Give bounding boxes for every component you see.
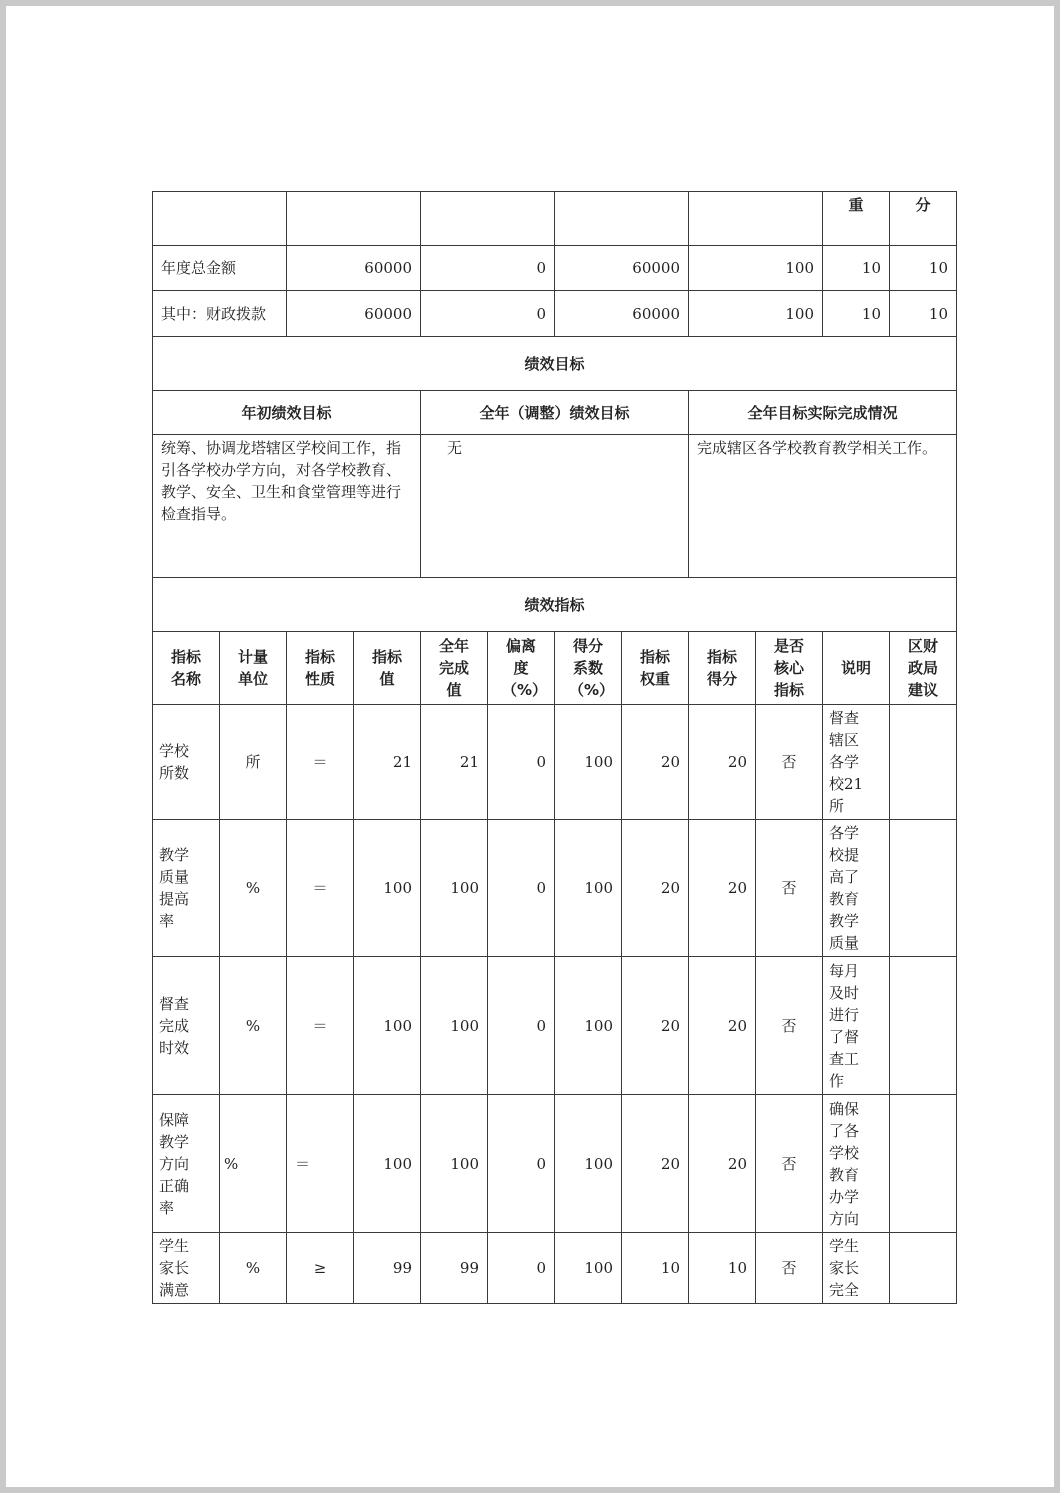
goals-adjusted-text: 无 xyxy=(421,435,689,578)
indicator-coef: 100 xyxy=(555,705,622,820)
table-row xyxy=(153,192,957,246)
empty-cell xyxy=(555,192,689,246)
empty-cell xyxy=(421,192,555,246)
indicator-deviation: 0 xyxy=(488,820,555,957)
funding-name: 其中：财政拨款 xyxy=(153,291,287,337)
indicator-nature: ＝ xyxy=(287,1095,354,1233)
indicator-score: 10 xyxy=(689,1233,756,1304)
indicator-weight: 20 xyxy=(622,957,689,1095)
table-row xyxy=(153,957,957,1095)
indicator-name: 教学质量提高率 xyxy=(153,820,220,957)
indicator-target: 99 xyxy=(354,1233,421,1304)
table-row xyxy=(153,435,957,578)
score-header-fragment: 分 xyxy=(890,192,957,246)
indicator-header: 区财政局建议 xyxy=(890,632,957,705)
indicator-note: 确保了各学校教育办学方向 xyxy=(823,1095,890,1233)
indicator-target: 100 xyxy=(354,820,421,957)
table-row xyxy=(153,1095,957,1233)
funding-value: 100 xyxy=(689,291,823,337)
indicator-score: 20 xyxy=(689,820,756,957)
funding-value: 60000 xyxy=(287,246,421,291)
goals-header-adjusted: 全年（调整）绩效目标 xyxy=(421,391,689,435)
table-row xyxy=(153,578,957,632)
indicator-nature: ＝ xyxy=(287,705,354,820)
table-row xyxy=(153,632,957,705)
indicator-header: 指标性质 xyxy=(287,632,354,705)
goals-section-title: 绩效目标 xyxy=(153,337,957,391)
indicator-deviation: 0 xyxy=(488,957,555,1095)
table-row xyxy=(153,337,957,391)
indicator-header: 是否核心指标 xyxy=(756,632,823,705)
indicator-score: 20 xyxy=(689,705,756,820)
funding-value: 0 xyxy=(421,246,555,291)
indicator-target: 100 xyxy=(354,1095,421,1233)
goals-actual-text: 完成辖区各学校教育教学相关工作。 xyxy=(689,435,957,578)
indicator-header: 全年完成值 xyxy=(421,632,488,705)
document-page xyxy=(6,6,1054,1487)
indicator-unit: % xyxy=(220,1233,287,1304)
indicator-header: 指标权重 xyxy=(622,632,689,705)
indicator-actual: 99 xyxy=(421,1233,488,1304)
indicator-header: 计量单位 xyxy=(220,632,287,705)
goals-header-actual: 全年目标实际完成情况 xyxy=(689,391,957,435)
indicator-deviation: 0 xyxy=(488,705,555,820)
funding-value: 10 xyxy=(823,246,890,291)
indicator-name: 督查完成时效 xyxy=(153,957,220,1095)
empty-cell xyxy=(153,192,287,246)
indicator-header: 得分系数（%） xyxy=(555,632,622,705)
indicator-advice xyxy=(890,705,957,820)
indicator-deviation: 0 xyxy=(488,1095,555,1233)
funding-value: 60000 xyxy=(555,291,689,337)
indicator-target: 100 xyxy=(354,957,421,1095)
empty-cell xyxy=(689,192,823,246)
indicator-actual: 100 xyxy=(421,957,488,1095)
performance-table xyxy=(152,191,957,1304)
indicator-unit: 所 xyxy=(220,705,287,820)
indicator-header: 说明 xyxy=(823,632,890,705)
funding-value: 10 xyxy=(890,246,957,291)
indicator-note: 学生家长完全 xyxy=(823,1233,890,1304)
indicator-actual: 100 xyxy=(421,1095,488,1233)
indicator-weight: 10 xyxy=(622,1233,689,1304)
indicator-unit: % xyxy=(220,957,287,1095)
table-row xyxy=(153,391,957,435)
indicator-coef: 100 xyxy=(555,957,622,1095)
indicator-core: 否 xyxy=(756,820,823,957)
indicator-score: 20 xyxy=(689,1095,756,1233)
funding-value: 0 xyxy=(421,291,555,337)
table-row xyxy=(153,705,957,820)
indicator-deviation: 0 xyxy=(488,1233,555,1304)
indicator-header: 指标得分 xyxy=(689,632,756,705)
indicator-unit: % xyxy=(220,1095,287,1233)
funding-name: 年度总金额 xyxy=(153,246,287,291)
indicators-section-title: 绩效指标 xyxy=(153,578,957,632)
funding-value: 60000 xyxy=(555,246,689,291)
indicator-advice xyxy=(890,1233,957,1304)
indicator-score: 20 xyxy=(689,957,756,1095)
table-row xyxy=(153,246,957,291)
indicator-header: 指标值 xyxy=(354,632,421,705)
funding-value: 10 xyxy=(823,291,890,337)
indicator-weight: 20 xyxy=(622,705,689,820)
indicator-weight: 20 xyxy=(622,820,689,957)
indicator-advice xyxy=(890,820,957,957)
indicator-coef: 100 xyxy=(555,1095,622,1233)
indicator-nature: ＝ xyxy=(287,957,354,1095)
indicator-core: 否 xyxy=(756,1095,823,1233)
indicator-coef: 100 xyxy=(555,1233,622,1304)
table-row xyxy=(153,291,957,337)
indicator-core: 否 xyxy=(756,957,823,1095)
funding-value: 10 xyxy=(890,291,957,337)
indicator-header: 偏离度（%） xyxy=(488,632,555,705)
funding-value: 100 xyxy=(689,246,823,291)
table-row xyxy=(153,1233,957,1304)
indicator-coef: 100 xyxy=(555,820,622,957)
indicator-name: 学校所数 xyxy=(153,705,220,820)
indicator-note: 各学校提高了教育教学质量 xyxy=(823,820,890,957)
funding-value: 60000 xyxy=(287,291,421,337)
indicator-advice xyxy=(890,1095,957,1233)
table-row xyxy=(153,820,957,957)
indicator-unit: % xyxy=(220,820,287,957)
indicator-core: 否 xyxy=(756,1233,823,1304)
indicator-weight: 20 xyxy=(622,1095,689,1233)
indicator-note: 每月及时进行了督查工作 xyxy=(823,957,890,1095)
indicator-core: 否 xyxy=(756,705,823,820)
indicator-actual: 100 xyxy=(421,820,488,957)
indicator-nature: ＝ xyxy=(287,820,354,957)
indicator-nature: ≥ xyxy=(287,1233,354,1304)
indicator-advice xyxy=(890,957,957,1095)
indicator-target: 21 xyxy=(354,705,421,820)
goals-header-initial: 年初绩效目标 xyxy=(153,391,421,435)
indicator-note: 督查辖区各学校21所 xyxy=(823,705,890,820)
empty-cell xyxy=(287,192,421,246)
indicator-name: 保障教学方向正确率 xyxy=(153,1095,220,1233)
indicator-name: 学生家长满意 xyxy=(153,1233,220,1304)
goals-initial-text: 统筹、协调龙塔辖区学校间工作，指引各学校办学方向，对各学校教育、教学、安全、卫生和食堂管理等进行检查指导。 xyxy=(153,435,421,578)
weight-header-fragment: 重 xyxy=(823,192,890,246)
indicator-header: 指标名称 xyxy=(153,632,220,705)
indicator-actual: 21 xyxy=(421,705,488,820)
